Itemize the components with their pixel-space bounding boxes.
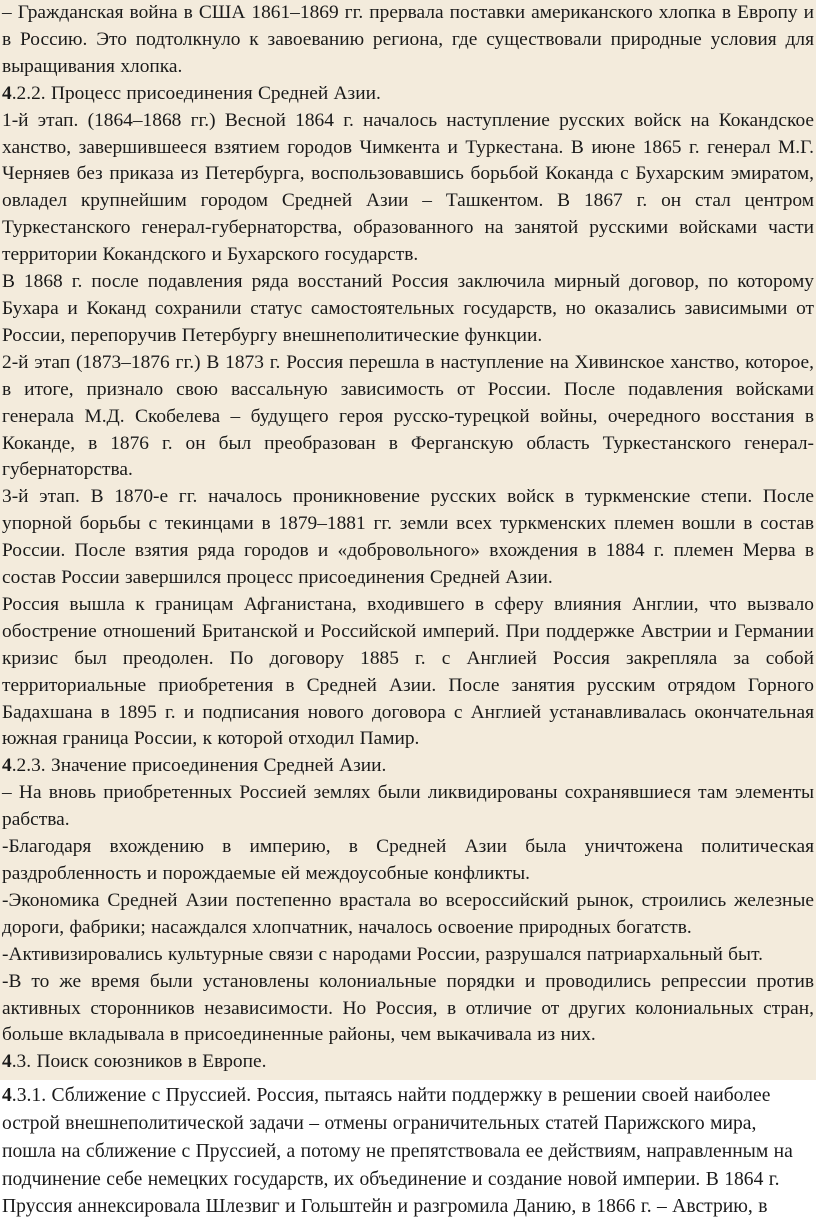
paragraph-treaty-1868: В 1868 г. после подавления ряда восстаний Россия заключила мирный договор, по которому Бухара и Коканд сохранили статус самостоятельных государств, но оказались зависимыми от России, перепоручив Петербургу внешнеполитические функции.: [2, 271, 814, 346]
heading-4-2-3: [2, 753, 814, 780]
heading-number: 4: [2, 1085, 12, 1107]
paragraph-stage-1: 1-й этап. (1864–1868 гг.) Весной 1864 г. началось наступление русских войск на Кокандское ханство, завершившееся взятием городов Чимкента и Туркестана. В июне 1865 г. генерал М.Г. Черняев без приказа из Петербурга, воспользовавшись борьбой Коканда с Бухарским эмиратом, овладел крупнейшим городом Средней Азии – Ташкентом. В 1867 г. он стал центром Туркестанского генерал-губернаторства, образованного на занятой русскими войсками части территории Кокандского и Бухарского государств.: [2, 109, 814, 266]
paragraph-cotton-context: – Гражданская война в США 1861–1869 гг. прервала поставки американского хлопка в Европу и в Россию. Это подтолкнуло к завоеванию региона, где существовали природные условия для выращивания хлопка.: [2, 2, 814, 77]
paragraph-stage-2: 2-й этап (1873–1876 гг.) В 1873 г. Россия перешла в наступление на Хивинское ханство, которое, в итоге, признало свою вассальную зависимость от России. После подавления войсками генерала М.Д. Скобелева – будущего героя русско-турецкой войны, очередного восстания в Коканде, в 1876 г. он был преобразован в Ферганскую область Туркестанского генерал-губернаторства.: [2, 351, 814, 481]
heading-number: 4: [2, 1051, 12, 1073]
white-text-block: [0, 1080, 816, 1221]
paragraph-colonial-order: -В то же время были установлены колониальные порядки и проводились репрессии против активных сторонников независимости. Но Россия, в отличие от других колониальных стран, больше вкладывала в присоединенные районы, чем выкачивала из них.: [2, 970, 814, 1046]
heading-number: 4: [2, 82, 12, 104]
paragraph-text: .3.1. Сближение с Пруссией. Россия, пытаясь найти поддержку в решении своей наиболее острой внешнеполитической задачи – отмены ограничительных статей Парижского мира, пошла на сближение с Пруссией, а потому не препятствовала ее действиям, направленным на подчинение себе немецких государств, их объединение и создание новой империи. В 1864 г. Пруссия аннексировала Шлезвиг и Гольштейн и разгромила Данию, в 1866 г. – Австрию, в: [2, 1085, 793, 1218]
heading-number: 4: [2, 755, 12, 777]
paragraph-prussia-rapprochement: [2, 1082, 814, 1221]
heading-text: .2.3. Значение присоединения Средней Азии.: [11, 755, 387, 777]
paragraph-economy: -Экономика Средней Азии постепенно врастала во всероссийский рынок, строились железные дороги, фабрики; насаждался хлопчатник, началось освоение природных богатств.: [2, 889, 814, 938]
paragraph-culture: -Активизировались культурные связи с народами России, разрушался патриархальный быт.: [2, 943, 763, 965]
paragraph-fragmentation-ended: -Благодаря вхождению в империю, в Средней Азии была уничтожена политическая раздробленность и порождаемые ей междоусобные конфликты.: [2, 836, 814, 884]
heading-text: .3. Поиск союзников в Европе.: [11, 1051, 267, 1073]
paragraph-stage-3: 3-й этап. В 1870-е гг. началось проникновение русских войск в туркменские степи. После упорной борьбы с текинцами в 1879–1881 гг. земли всех туркменских племен вошли в состав России. После взятия ряда городов и «добровольного» вхождения в 1884 г. племен Мерва в состав России завершился процесс присоединения Средней Азии.: [2, 486, 814, 589]
paragraph-slavery-abolished: – На вновь приобретенных Россией землях были ликвидированы сохранявшиеся там элементы рабства.: [2, 782, 814, 831]
paragraph-afghan-border: Россия вышла к границам Афганистана, входившего в сферу влияния Англии, что вызвало обострение отношений Британской и Российской империй. При поддержке Австрии и Германии кризис был преодолен. По договору 1885 г. с Англией Россия закрепляла за собой территориальные приобретения в Средней Азии. После занятия русским отрядом Горного Бадахшана в 1895 г. и подписания нового договора с Англией устанавливалась окончательная южная граница России, к которой отходил Памир.: [2, 593, 814, 750]
heading-text: .2.2. Процесс присоединения Средней Азии.: [11, 82, 381, 104]
heading-4-3: [2, 1049, 814, 1076]
heading-4-2-2: [2, 81, 814, 108]
